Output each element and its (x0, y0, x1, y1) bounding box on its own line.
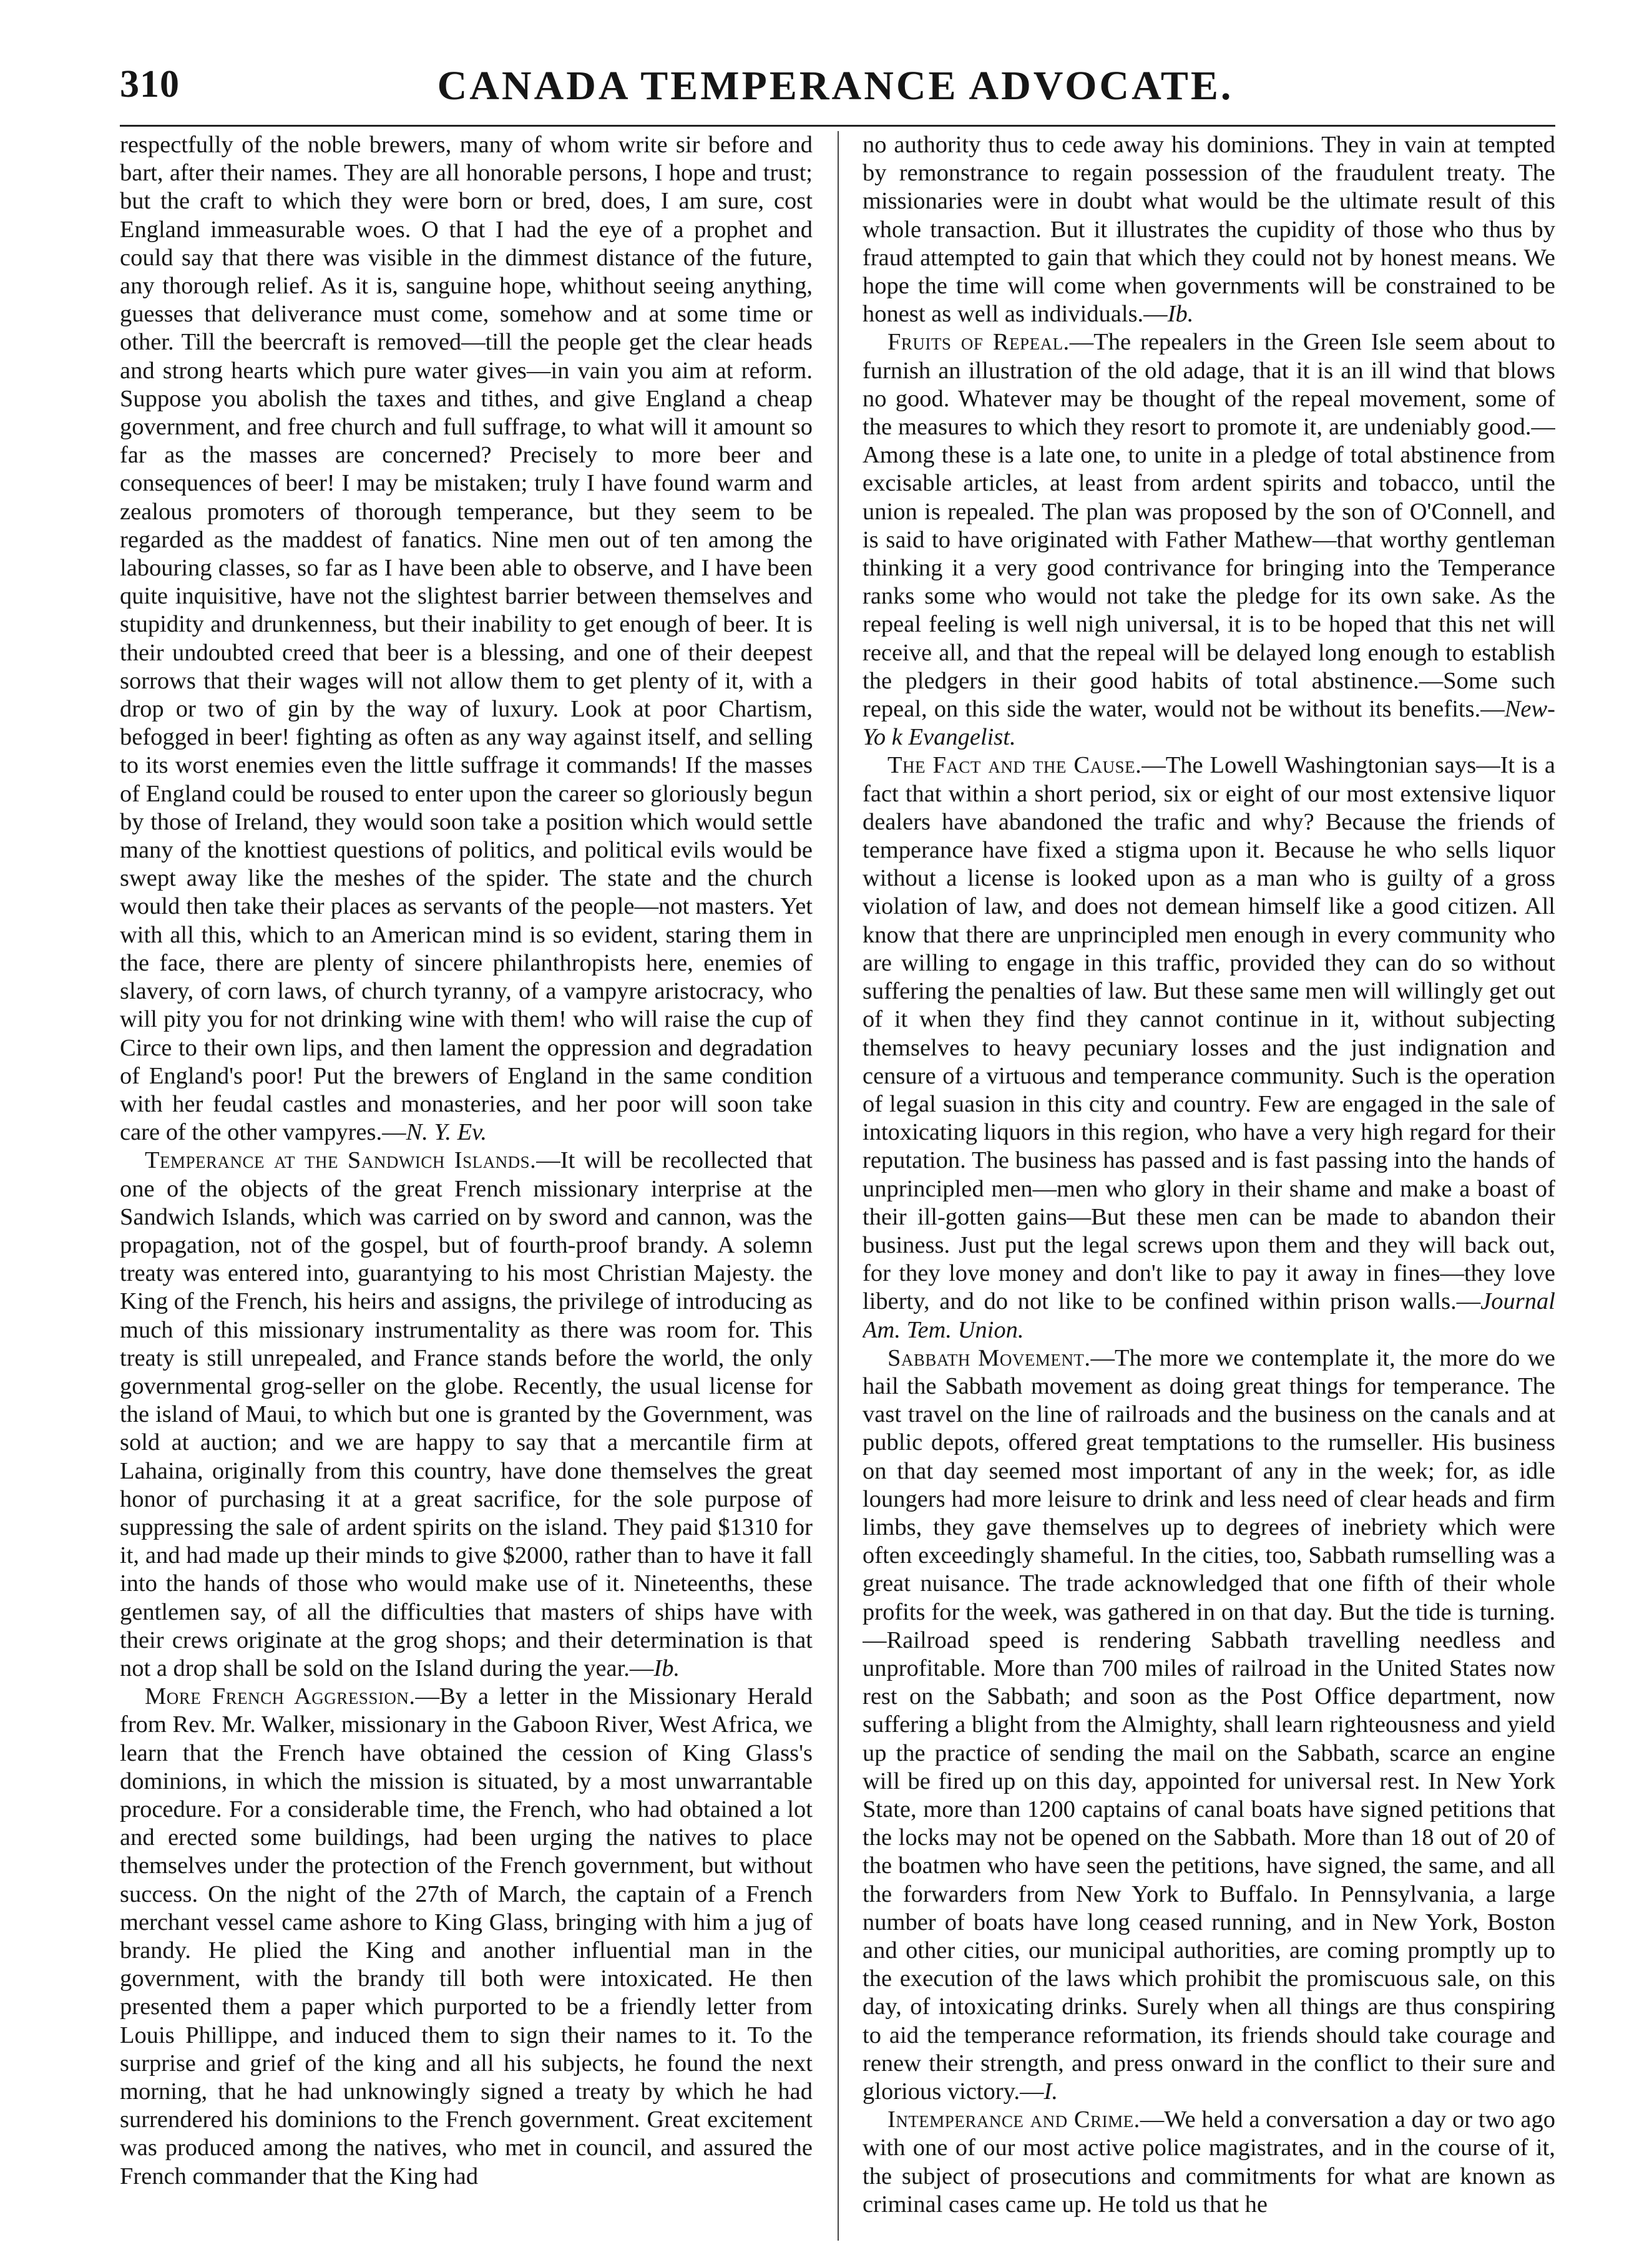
article-french-aggression (120, 1683, 813, 2191)
article-body: —It will be recollected that one of the objects of the great French missionary interprise at the Sandwich Islands, which was carried on by sword and cannon, was the propagation, not of the gospel, but of fourth-proof brandy. A solemn treaty was entered into, guarantying to his most Christian Majesty. the King of the French, his heirs and assigns, the privilege of introducing as much of this missionary instrumentality as there was room for. This treaty is still unrepealed, and France stands before the world, the only governmental grog-seller on the globe. Recently, the usual license for the island of Maui, to which but one is granted by the Government, was sold at auction; and we are happy to say that a mercantile firm at Lahaina, originally from this country, have done themselves the great honor of purchasing it at a great sacrifice, for the sole purpose of suppressing the sale of ardent spirits on the island. They paid $1310 for it, and had made up their minds to give $2000, rather than to have it fall into the hands of those who would make use of it. Nineteenths, these gentlemen say, of all the difficulties that masters of ships have with their crews originate at the grog shops; and their determination is that not a drop shall be sold on the Island during the year.— (120, 1147, 813, 1681)
article-body: —We held a conversation a day or two ago with one of our most active police magistrates, and in the course of it, the subject of prosecutions and commitments for what are known as criminal cases came up. He told us that he (863, 2106, 1555, 2218)
article-source: Ib. (1167, 301, 1194, 328)
article-source: Ib. (653, 1655, 680, 1681)
left-column (120, 131, 813, 2241)
article-continuation-text: no authority thus to cede away his dominions. They in vain at tempted by remonstrance to regain possession of the fraudulent treaty. The missionaries were in doubt what would be the ultimate result of this whole transaction. But it illustrates the cupidity of those who thus by fraud attempted to gain that which they could not by honest means. We hope the time will come when governments will be constrained to be honest as well as individuals.— (863, 132, 1555, 328)
header-rule (120, 125, 1555, 127)
page-number: 310 (120, 63, 180, 105)
article-heading: Fruits of Repeal. (887, 329, 1070, 356)
article-continuation (863, 131, 1555, 328)
article-body: —The repealers in the Green Isle seem about to furnish an illustration of the old adage, that it is an ill wind that blows no good. Whatever may be thought of the repeal movement, some of the measures to which they resort to promote it, are undeniably good.—Among these is a late one, to unite in a pledge of total abstinence from excisable articles, at least from ardent spirits and tobacco, until the union is repealed. The plan was proposed by the son of O'Connell, and is said to have originated with Father Mathew—that worthy gentleman thinking it a very good contrivance for bringing into the Temperance ranks some who would not take the pledge for its own sake. As the repeal feeling is well nigh universal, it is to be hoped that this net will receive all, and that the repeal will be delayed long enough to establish the pledgers in their good habits of total abstinence.—Some such repeal, on this side the water, would not be without its benefits.— (863, 329, 1555, 723)
article-continuation-text: respectfully of the noble brewers, many of whom write sir before and bart, after their names. They are all honorable persons, I hope and trust; but the craft to which they were born or bred, does, I am sure, cost England immeasurable woes. O that I had the eye of a prophet and could say that there was visible in the dimmest distance of the future, any thorough relief. As it is, sanguine hope, whithout seeing anything, guesses that deliverance must come, somehow and at some time or other. Till the beercraft is removed—till the people get the clear heads and strong hearts which pure water gives—in vain you aim at reform. Suppose you abolish the taxes and tithes, and give England a cheap government, and free church and full suffrage, to what will it amount so far as the masses are concerned? Precisely to more beer and consequences of beer! I may be mistaken; truly I have found warm and zealous promoters of thorough temperance, but they seem to be regarded as the maddest of fanatics. Nine men out of ten among the labouring classes, so far as I have been able to observe, and I have been quite inquisitive, have not the slightest barrier between themselves and stupidity and drunkenness, but their inability to get enough of beer. It is their undoubted creed that beer is a blessing, and one of their deepest sorrows that their wages will not allow them to get plenty of it, with a drop or two of gin by the way of luxury. Look at poor Chartism, befogged in beer! fighting as often as any way against itself, and selling to its worst enemies even the little suffrage it commands! If the masses of England could be roused to enter upon the career so gloriously begun by those of Ireland, they would soon take a position which would settle many of the knottiest questions of politics, and political evils would be swept away like the meshes of the spider. The state and the church would then take their places as servants of the people—not masters. Yet with all this, which to an American mind is so evident, staring them in the face, there are plenty of sincere philanthropists here, enemies of slavery, of corn laws, of church tyranny, of a vampyre aristocracy, who will pity you for not drinking wine with them! who will raise the cup of Circe to their own lips, and then lament the oppression and degradation of England's poor! Put the brewers of England in the same condition with her feudal castles and monasteries, and her poor will soon take care of the other vampyres.— (120, 132, 813, 1146)
article-continuation (120, 131, 813, 1147)
article-heading: Sabbath Movement. (887, 1344, 1091, 1371)
article-intemperance-crime (863, 2106, 1555, 2219)
article-heading: Temperance at the Sandwich Islands. (145, 1147, 537, 1174)
article-heading: More French Aggression. (145, 1683, 416, 1710)
masthead-title: CANADA TEMPERANCE ADVOCATE. (437, 63, 1234, 109)
article-source: New-Yo k Evangelist. (863, 696, 1555, 751)
article-fruits-of-repeal (863, 328, 1555, 751)
article-sandwich-islands (120, 1147, 813, 1683)
article-source: N. Y. Ev. (406, 1119, 487, 1146)
article-body: —The Lowell Washingtonian says—It is a fact that within a short period, six or eight of our most extensive liquor dealers have abandoned the trafic and why? Because the friends of temperance have fixed a stigma upon it. Because he who sells liquor without a license is looked upon as a man who is guilty of a gross violation of law, and does not demean himself like a good citizen. All know that there are unprincipled men enough in every community who are willing to engage in this traffic, provided they can do so without suffering the penalties of law. But these same men will willingly get out of it when they find they cannot continue in it, without subjecting themselves to heavy pecuniary losses and the just indignation and censure of a virtuous and temperance community. Such is the operation of legal suasion in this city and country. Few are engaged in the sale of intoxicating liquors in this region, who have a very high regard for their reputation. The business has passed and is fast passing into the hands of unprincipled men—men who glory in their shame and make a boast of their ill-gotten gains—But these men can be made to abandon their business. Just put the legal screws upon them and they will back out, for they love money and don't like to pay it away in fines—they love liberty, and do not like to be confined within prison walls.— (863, 752, 1555, 1315)
article-source: I. (1043, 2078, 1058, 2105)
right-column (863, 131, 1555, 2241)
column-divider (838, 131, 839, 2241)
article-sabbath-movement (863, 1344, 1555, 2106)
article-columns (120, 131, 1555, 2241)
article-fact-and-cause (863, 751, 1555, 1344)
article-body: —By a letter in the Missionary Herald from Rev. Mr. Walker, missionary in the Gaboon River, West Africa, we learn that the French have obtained the cession of King Glass's dominions, in which the mission is situated, by a most unwarrantable procedure. For a considerable time, the French, who had obtained a lot and erected some buildings, had been urging the natives to place themselves under the protection of the French government, but without success. On the night of the 27th of March, the captain of a French merchant vessel came ashore to King Glass, bringing with him a jug of brandy. He plied the King and another influential man in the government, with the brandy till both were intoxicated. He then presented them a paper which purported to be a friendly letter from Louis Phillippe, and induced them to sign their names to it. To the surprise and grief of the king and all his subjects, he found the next morning, that he had unknowingly signed a treaty by which he had surrendered his dominions to the French government. Great excitement was produced among the natives, who met in council, and assured the French commander that the King had (120, 1683, 813, 2189)
article-heading: The Fact and the Cause. (887, 752, 1142, 779)
article-body: —The more we contemplate it, the more do we hail the Sabbath movement as doing great things for temperance. The vast travel on the line of railroads and the business on the canals and at public depots, offered great temptations to the rumseller. His business on that day seemed most important of any in the week; for, as idle loungers had more leisure to drink and less need of clear heads and firm limbs, they gave themselves up to degrees of inebriety which were often exceedingly shameful. In the cities, too, Sabbath rumselling was a great nuisance. The trade acknowledged that one fifth of their whole profits for the week, was gathered in on that day. But the tide is turning.—Railroad speed is rendering Sabbath travelling needless and unprofitable. More than 700 miles of railroad in the United States now rest on the Sabbath; and soon as the Post Office department, now suffering a blight from the Almighty, shall learn righteousness and yield up the practice of sending the mail on the Sabbath, scarce an engine will be fired up on this day, appointed for universal rest. In New York State, more than 1200 captains of canal boats have signed petitions that the locks may not be opened on the Sabbath. More than 18 out of 20 of the boatmen who have seen the petitions, have signed, the same, and all the forwarders from New York to Buffalo. In Pennsylvania, a large number of boats have long ceased running, and in New York, Boston and other cities, our municipal authorities, are coming promptly up to the execution of the laws which prohibit the promiscuous sale, on this day, of intoxicating drinks. Surely when all things are thus conspiring to aid the temperance reformation, its friends should take courage and renew their strength, and press onward in the conflict to their sure and glorious victory.— (863, 1344, 1555, 2105)
article-source: Journal Am. Tem. Union. (863, 1288, 1555, 1343)
article-heading: Intemperance and Crime. (887, 2106, 1140, 2133)
